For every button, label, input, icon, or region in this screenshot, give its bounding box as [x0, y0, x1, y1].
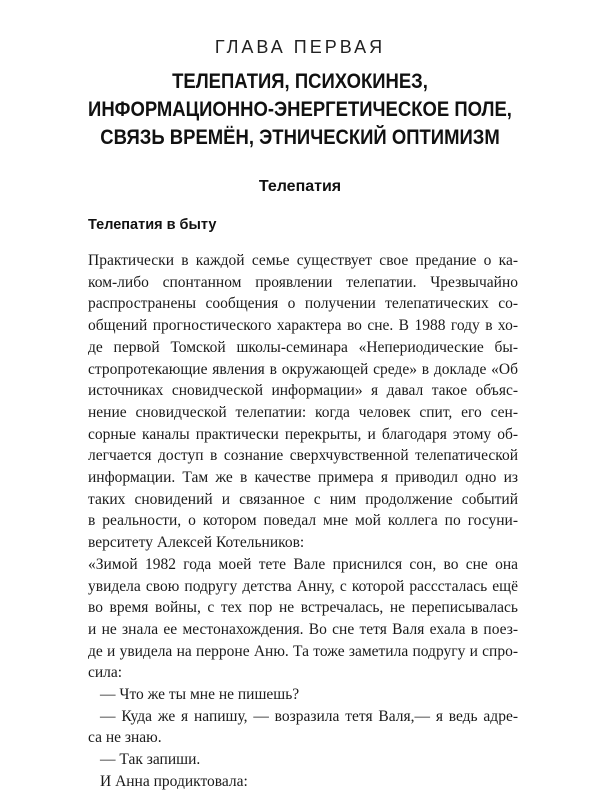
text-line: — Что же ты мне не пишешь?	[100, 686, 300, 704]
text-line: верситету Алексей Котельников:	[88, 534, 305, 552]
text-line: де и увидела на перроне Аню. Та тоже заметила подругу и спро-	[88, 642, 518, 660]
text-line: сила:	[88, 664, 123, 682]
text-line: в реальности, о котором поведал мне мой коллега по госуни-	[88, 512, 518, 530]
text-line: Практически в каждой семье существует свое предание о ка-	[88, 252, 518, 269]
text-line: увидела свою подругу детства Анну, с которой расссталась ещё	[88, 577, 518, 595]
text-line: стропротекающие явления в окружающей среде» в докладе «Об	[88, 360, 518, 378]
text-line: распространены сообщения о получении телепатических со-	[88, 295, 518, 313]
text-line: — Куда же я напишу, — возразила тетя Валя,— я ведь адре-	[100, 707, 518, 725]
text-line: информации. Там же в качестве примера я приводил одно из	[88, 469, 518, 487]
subsection-heading: Телепатия в быту	[88, 217, 217, 233]
chapter-title-line: СВЯЗЬ ВРЕМЁН, ЭТНИЧЕСКИЙ ОПТИМИЗМ	[100, 126, 500, 149]
text-line: источниках сновидческой информации» я давал такое объяс-	[88, 382, 518, 400]
chapter-label: ГЛАВА ПЕРВАЯ	[214, 37, 386, 57]
text-line: общений прогностического характера во сне. В 1988 году в хо-	[88, 317, 518, 335]
text-line: де первой Томской школы-семинара «Непериодические бы-	[88, 338, 518, 356]
text-line: И Анна продиктовала:	[100, 772, 248, 790]
text-line: и не знала ее местонахождения. Во сне тетя Валя ехала в поез-	[88, 620, 518, 638]
text-line: таких сновидений и связанное с ним продолжение событий	[88, 490, 518, 508]
text-line: «Зимой 1982 года моей тете Вале приснился сон, во сне она	[88, 555, 518, 573]
chapter-title	[40, 68, 560, 152]
body-text	[88, 250, 518, 793]
text-line: во время войны, с тех пор не встречалась, не переписывалась	[88, 599, 518, 617]
chapter-title-line: ИНФОРМАЦИОННО-ЭНЕРГЕТИЧЕСКОЕ ПОЛЕ,	[88, 98, 512, 121]
text-line: ком-либо спонтанном проявлении телепатии. Чрезвычайно	[88, 273, 518, 291]
text-line: легчается доступ в сознание сверхчувственной телепатической	[88, 447, 518, 465]
text-line: — Так запиши.	[100, 751, 201, 769]
text-line: сорные каналы практически перекрыты, и благодаря этому об-	[88, 425, 518, 443]
chapter-title-line: ТЕЛЕПАТИЯ, ПСИХОКИНЕЗ,	[172, 70, 428, 93]
section-heading: Телепатия	[258, 178, 342, 195]
text-line: са не знаю.	[88, 729, 162, 747]
text-line: нение сновидческой телепатии: когда человек спит, его сен-	[88, 403, 518, 421]
